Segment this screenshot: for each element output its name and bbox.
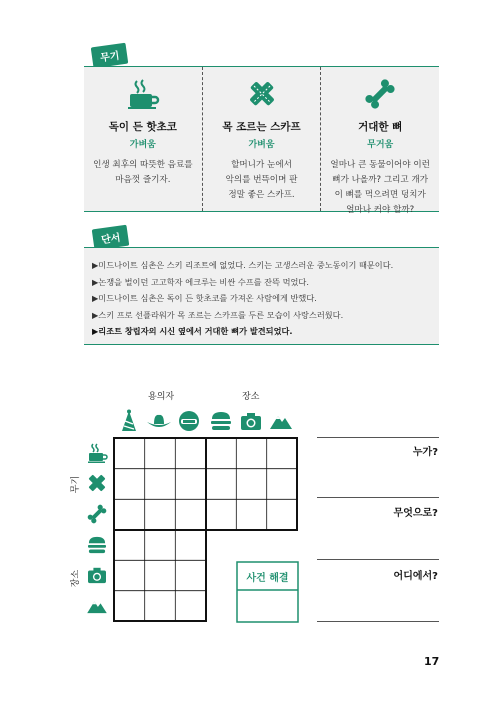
weapons-row-label: 무기 xyxy=(71,475,82,494)
where-label: 어디에서? xyxy=(393,571,438,582)
weapon-name: 독이 든 핫초코 xyxy=(108,121,177,133)
weapon-description: 인생 최후의 따뜻한 음료를 마음껏 즐기자. xyxy=(93,160,193,185)
clue-item: ▶스키 프로 선플라워가 목 조르는 스카프를 두른 모습이 사랑스러웠다. xyxy=(92,309,344,320)
weapon-description: 얼마나 큰 동물이어야 이런 뼈가 나올까? 그리고 개가 이 뼈를 먹으려면 덩치가 얼마나 커야 할까? xyxy=(330,160,430,215)
what-label: 무엇으로? xyxy=(393,508,438,519)
suspects-header: 용의자 xyxy=(148,392,175,402)
weapon-weight: 무거움 xyxy=(367,140,394,150)
clue-item: ▶논쟁을 벌이던 고고학자 에크루는 비싼 수프를 잔뜩 먹었다. xyxy=(92,276,309,287)
weapon-weight: 가벼움 xyxy=(129,140,156,150)
weapon-name: 거대한 뼈 xyxy=(358,121,403,133)
solve-answer-area[interactable] xyxy=(238,591,297,621)
weapon-name: 목 조르는 스카프 xyxy=(222,121,301,133)
clue-item: ▶미드나이트 심촌은 독이 든 핫초코를 가져온 사람에게 반했다. xyxy=(92,293,317,303)
clue-item: ▶리조트 창립자의 시신 옆에서 거대한 뼈가 발견되었다. xyxy=(92,326,293,336)
locations-header: 장소 xyxy=(242,392,260,402)
clue-item: ▶미드나이트 심촌은 스키 리조트에 없었다. 스키는 고생스러운 중노동이기 때문이다. xyxy=(92,260,394,270)
divider-line xyxy=(317,559,439,560)
grid-block-weapons-suspects[interactable] xyxy=(114,438,206,530)
grid-block-locations-suspects[interactable] xyxy=(114,530,206,621)
weapon-description: 할머니가 눈에서 악의를 번뜩이며 판 정말 좋은 스카프. xyxy=(225,160,298,200)
weapons-tag: 무기 xyxy=(91,43,129,69)
divider-line xyxy=(317,437,439,438)
page-number: 17 xyxy=(424,655,440,668)
clues-tag: 단서 xyxy=(92,225,130,251)
who-label: 누가? xyxy=(412,447,438,458)
solve-title: 사건 해결 xyxy=(246,572,289,584)
divider-line xyxy=(317,497,439,498)
weapon-weight: 가벼움 xyxy=(248,140,275,150)
grid-block-weapons-locations[interactable] xyxy=(206,438,297,530)
divider-line xyxy=(317,621,439,622)
locations-row-label: 장소 xyxy=(71,569,82,588)
